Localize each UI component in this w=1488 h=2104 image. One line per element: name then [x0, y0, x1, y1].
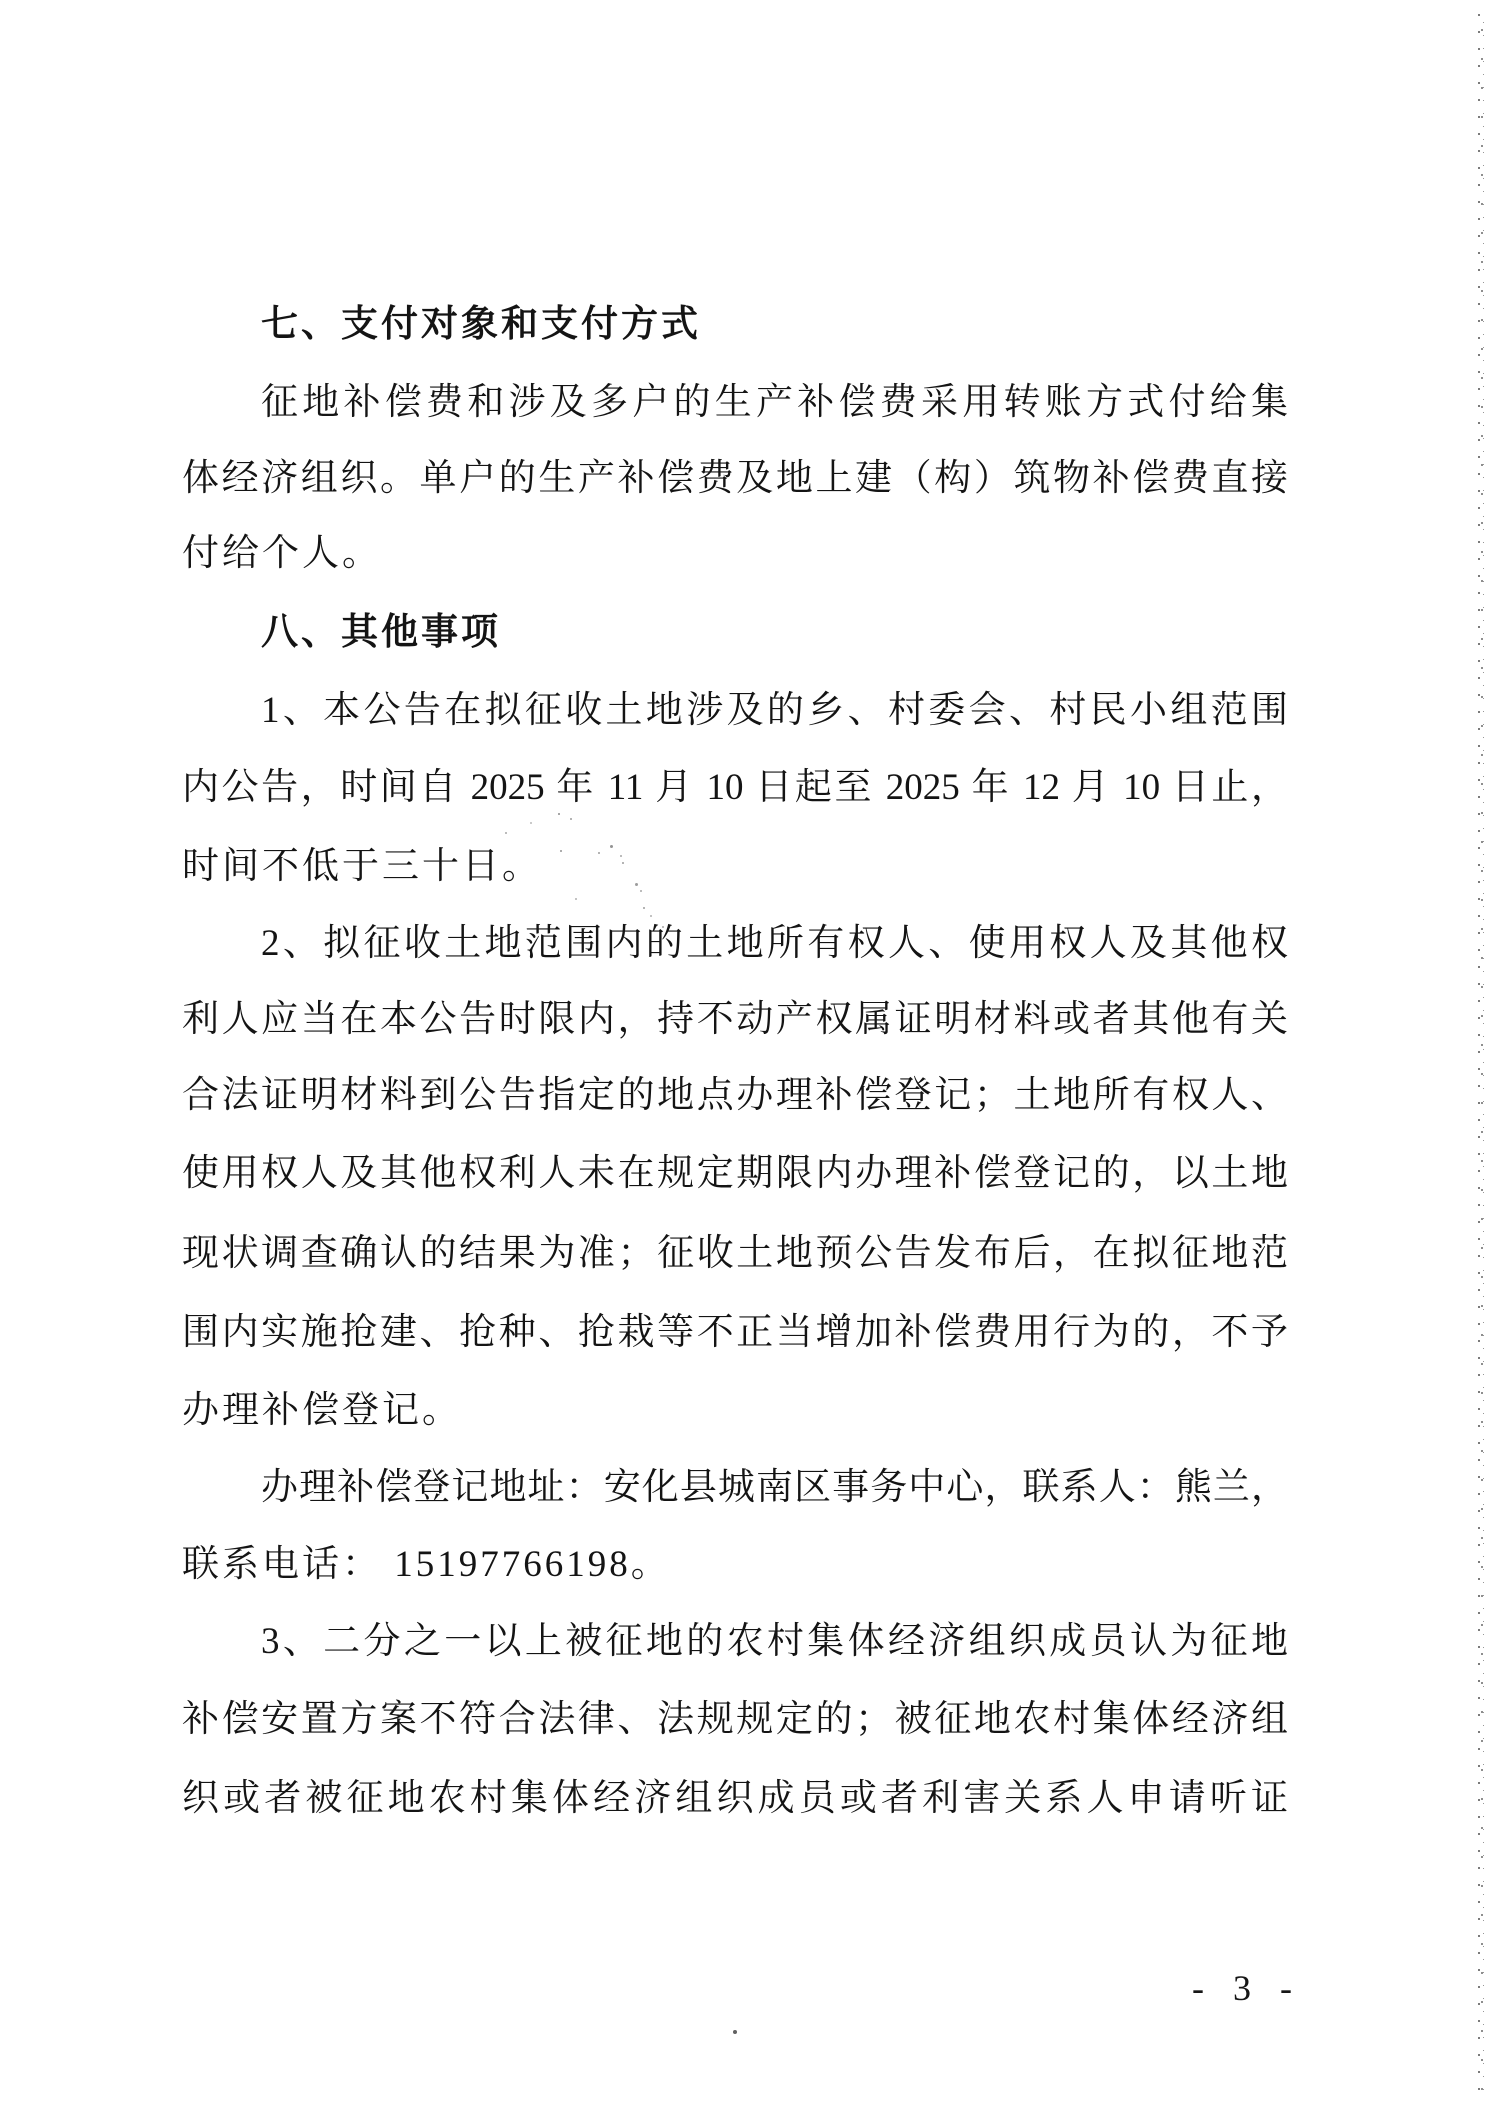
noise-dot	[635, 883, 638, 886]
paragraph-line: 内公告，时间自 2025 年 11 月 10 日起至 2025 年 12 月 10 日止，	[182, 767, 1288, 808]
paragraph-line: 2、拟征收土地范围内的土地所有权人、使用权人及其他权	[261, 923, 1288, 964]
section-8-heading: 八、其他事项	[261, 611, 501, 652]
paragraph-line: 征地补偿费和涉及多户的生产补偿费采用转账方式付给集	[261, 382, 1288, 423]
noise-dot	[662, 926, 664, 928]
noise-dot	[560, 850, 562, 852]
noise-dot	[598, 852, 600, 854]
noise-dot	[733, 2030, 737, 2034]
paragraph-line: 织或者被征地农村集体经济组织成员或者利害关系人申请听证	[182, 1778, 1288, 1819]
paragraph-line: 体经济组织。单户的生产补偿费及地上建（构）筑物补偿费直接	[182, 458, 1288, 499]
noise-dot	[530, 822, 532, 824]
paragraph-line: 围内实施抢建、抢种、抢栽等不正当增加补偿费用行为的，不予	[182, 1312, 1288, 1353]
contact-phone-line: 联系电话： 15197766198。	[182, 1544, 671, 1585]
noise-dot	[650, 915, 652, 917]
section-7-heading: 七、支付对象和支付方式	[261, 303, 701, 344]
noise-dot	[640, 890, 642, 892]
paragraph-line: 1、本公告在拟征收土地涉及的乡、村委会、村民小组范围	[261, 690, 1288, 731]
page-number: - 3 -	[1192, 1968, 1302, 2008]
paragraph-line: 3、二分之一以上被征地的农村集体经济组织成员认为征地	[261, 1621, 1288, 1662]
paragraph-line: 时间不低于三十日。	[182, 846, 542, 887]
paragraph-line: 使用权人及其他权利人未在规定期限内办理补偿登记的，以土地	[182, 1153, 1288, 1194]
noise-dot	[643, 907, 645, 909]
registration-address-line: 办理补偿登记地址：安化县城南区事务中心，联系人：熊兰，	[261, 1467, 1288, 1508]
paragraph-line: 利人应当在本公告时限内，持不动产权属证明材料或者其他有关	[182, 999, 1288, 1040]
noise-dot	[622, 862, 624, 864]
noise-dot	[505, 832, 507, 834]
paragraph-line: 现状调查确认的结果为准；征收土地预公告发布后，在拟征地范	[182, 1233, 1288, 1274]
paragraph-line: 办理补偿登记。	[182, 1390, 462, 1431]
paragraph-line: 补偿安置方案不符合法律、法规规定的；被征地农村集体经济组	[182, 1699, 1288, 1740]
noise-dot	[610, 845, 613, 848]
paragraph-line: 付给个人。	[182, 533, 382, 574]
noise-dot	[558, 813, 560, 815]
noise-dot	[575, 898, 577, 900]
paragraph-line: 合法证明材料到公告指定的地点办理补偿登记；土地所有权人、	[182, 1075, 1288, 1116]
scan-edge-noise	[1477, 14, 1485, 2094]
noise-dot	[620, 855, 622, 857]
noise-dot	[570, 818, 572, 820]
